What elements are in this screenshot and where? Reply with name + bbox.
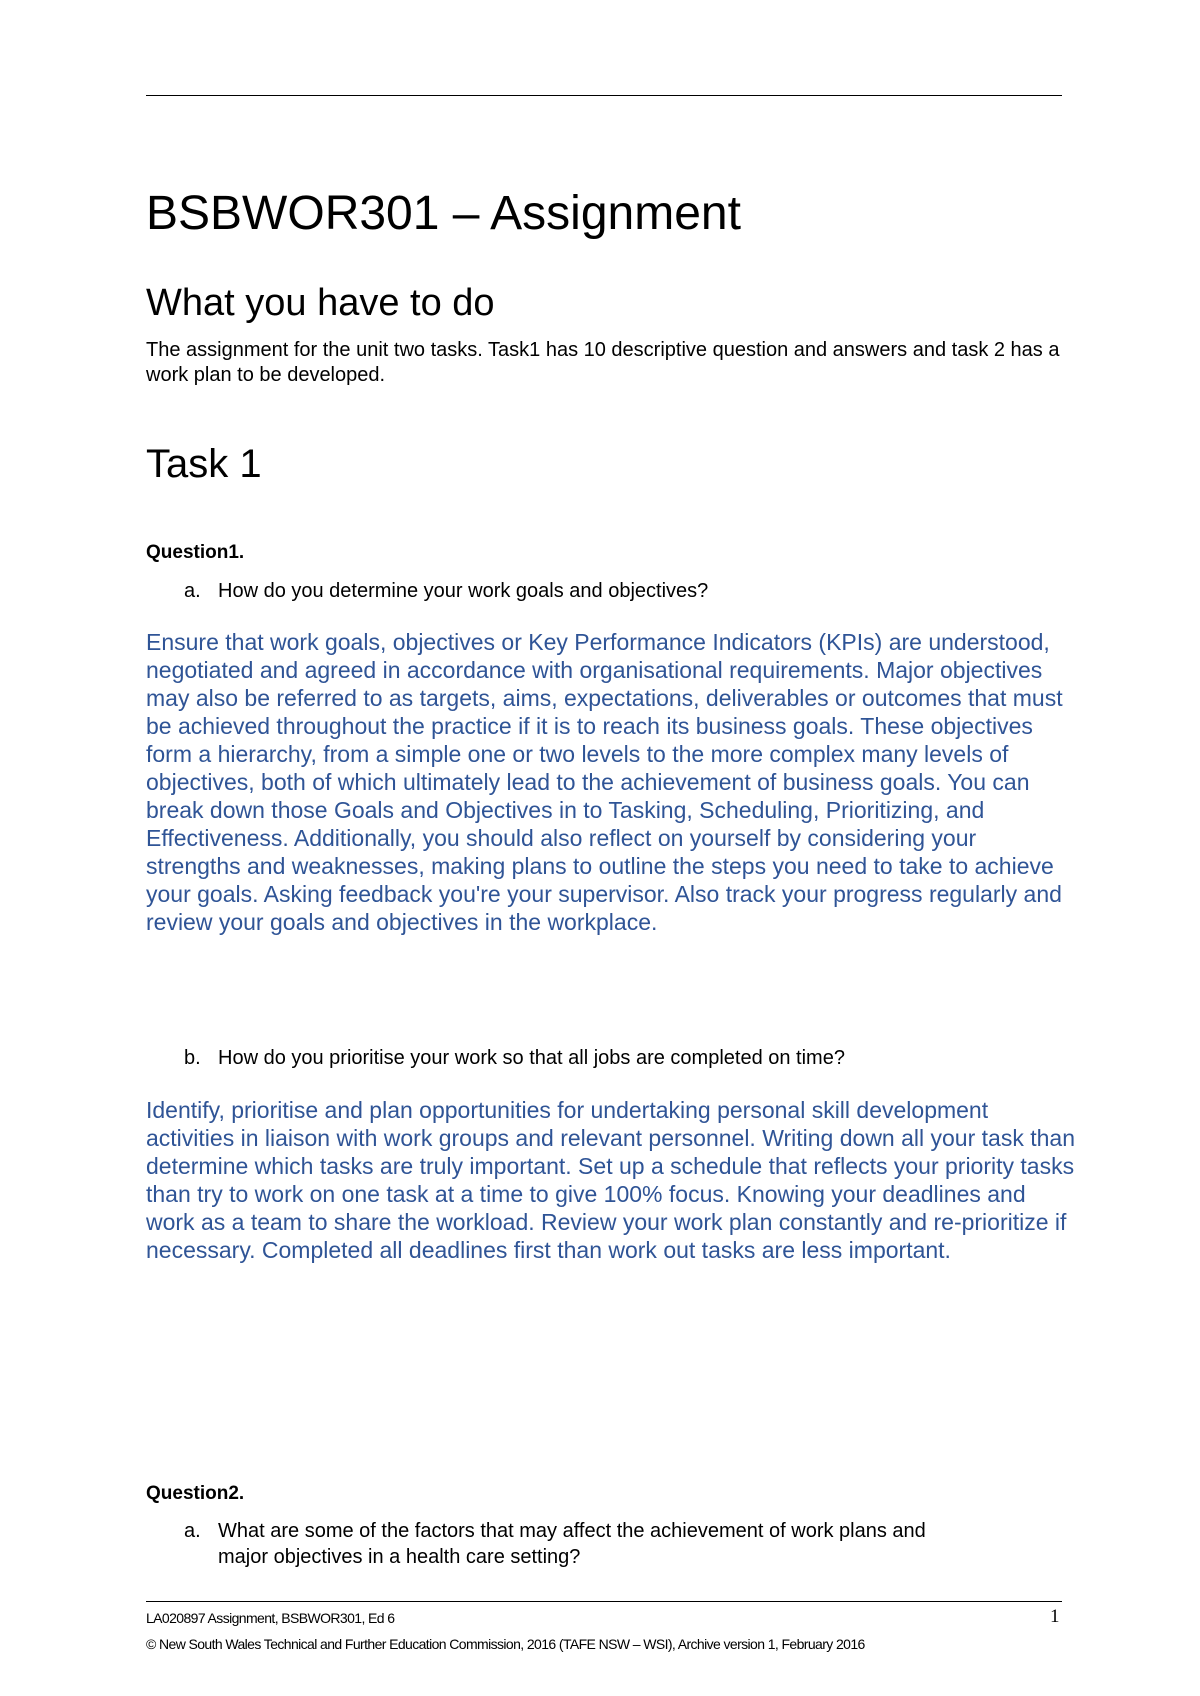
question1-b <box>184 1045 845 1071</box>
question1-b-text: How do you prioritise your work so that all jobs are completed on time? <box>218 1047 845 1069</box>
intro-paragraph: The assignment for the unit two tasks. Task1 has 10 descriptive question and answers and task 2 has a work plan to be developed. <box>146 339 1060 386</box>
question2-a <box>184 1518 926 1570</box>
header-rule <box>146 95 1062 96</box>
footer-rule <box>146 1601 1062 1602</box>
question1-a <box>184 578 708 604</box>
question1-heading: Question1. <box>146 542 245 563</box>
section-heading: What you have to do <box>146 282 495 324</box>
question2-heading: Question2. <box>146 1483 245 1504</box>
question1-a-answer: Ensure that work goals, objectives or Key Performance Indicators (KPIs) are understood, negotiated and agreed in accordance with organisational requirements. Major objectives may also be referred to as targets, aims, expectations, deliverables or outcomes that must be achieved throughout the practice if it is to reach its business goals. These objectives form a hierarchy, from a simple one or two levels to the more complex many levels of objectives, both of which ultimately lead to the achievement of business goals. You can break down those Goals and Objectives in to Tasking, Scheduling, Prioritizing, and Effectiveness. Additionally, you should also reflect on yourself by considering your strengths and weaknesses, making plans to outline the steps you need to take to achieve your goals. Asking feedback you're your supervisor. Also track your progress regularly and review your goals and objectives in the workplace. <box>146 629 1063 935</box>
list-marker: a. <box>184 580 201 602</box>
document-title: BSBWOR301 – Assignment <box>146 187 741 240</box>
question1-b-answer: Identify, prioritise and plan opportunities for undertaking personal skill development activities in liaison with work groups and relevant personnel. Writing down all your task than determine which tasks are truly important. Set up a schedule that reflects your priority tasks than try to work on one task at a time to give 100% focus. Knowing your deadlines and work as a team to share the workload. Review your work plan constantly and re-prioritize if necessary. Completed all deadlines first than work out tasks are less important. <box>146 1097 1075 1263</box>
question2-a-text-line1: What are some of the factors that may affect the achievement of work plans and <box>218 1520 926 1542</box>
footer-copyright: © New South Wales Technical and Further Education Commission, 2016 (TAFE NSW – WSI), Archive version 1, February 2016 <box>146 1636 865 1652</box>
task-heading: Task 1 <box>146 442 262 486</box>
list-marker: a. <box>184 1520 201 1542</box>
question1-a-text: How do you determine your work goals and objectives? <box>218 580 709 602</box>
question2-a-text-line2: major objectives in a health care setting? <box>218 1546 581 1568</box>
footer-doc-ref: LA020897 Assignment, BSBWOR301, Ed 6 <box>146 1610 395 1626</box>
page-number: 1 <box>1050 1606 1060 1627</box>
list-marker: b. <box>184 1047 201 1069</box>
